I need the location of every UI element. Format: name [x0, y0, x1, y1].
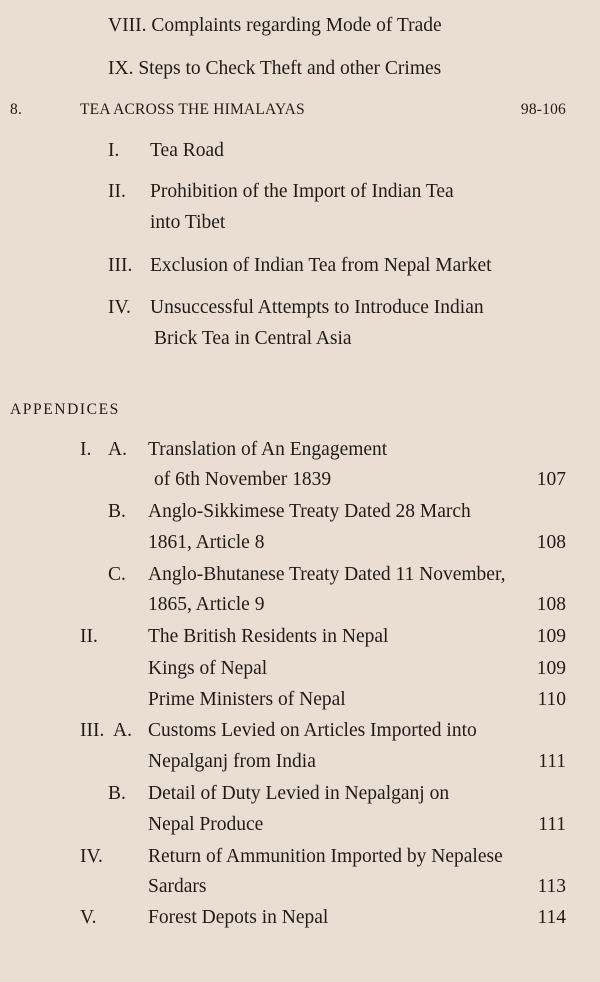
toc-entry-ix	[108, 57, 441, 81]
appendix-line: Nepalganj from India	[148, 751, 316, 772]
appendix-letter: A.	[108, 439, 127, 460]
appendix-line: Customs Levied on Articles Imported into	[148, 720, 477, 741]
appendix-numeral: III.	[80, 720, 105, 741]
appendix-letter: A.	[113, 720, 132, 741]
appendix-line: Prime Ministers of Nepal	[148, 689, 346, 710]
appendix-page: 109	[536, 658, 566, 679]
chapter8-item-line: Tea Road	[150, 140, 224, 161]
appendix-letter: B.	[108, 783, 126, 804]
appendix-numeral: I.	[80, 439, 92, 460]
chapter8-item-line: Prohibition of the Import of Indian Tea	[150, 181, 454, 202]
appendix-line: 1865, Article 9	[148, 594, 265, 615]
appendix-page: 108	[536, 594, 566, 615]
chapter8-item-line: into Tibet	[150, 212, 226, 233]
appendix-page: 109	[536, 626, 566, 647]
chapter8-item-line: Unsuccessful Attempts to Introduce Indian	[150, 297, 484, 318]
appendix-page: 107	[536, 469, 566, 490]
entry-title: Complaints regarding Mode of Trade	[151, 15, 442, 36]
appendix-line: Translation of An Engagement	[148, 439, 388, 460]
appendix-page: 108	[536, 532, 566, 553]
appendix-numeral: IV.	[80, 846, 103, 867]
chapter-number: 8.	[10, 101, 23, 118]
appendix-line: Kings of Nepal	[148, 658, 268, 679]
appendix-line: 1861, Article 8	[148, 532, 265, 553]
entry-numeral: VIII.	[108, 15, 147, 36]
appendix-line: The British Residents in Nepal	[148, 626, 389, 647]
entry-title: Steps to Check Theft and other Crimes	[138, 58, 442, 79]
appendix-line: of 6th November 1839	[154, 469, 332, 490]
appendix-page: 114	[537, 907, 566, 928]
appendix-line: Sardars	[148, 876, 207, 897]
appendix-page: 111	[538, 814, 566, 835]
appendix-line: Anglo-Sikkimese Treaty Dated 28 March	[148, 501, 471, 522]
appendix-line: Nepal Produce	[148, 814, 264, 835]
appendix-numeral: II.	[80, 626, 98, 647]
appendix-line: Forest Depots in Nepal	[148, 907, 329, 928]
chapter8-item-numeral: I.	[108, 140, 120, 161]
chapter8-item-numeral: IV.	[108, 297, 131, 318]
appendix-line: Anglo-Bhutanese Treaty Dated 11 November,	[148, 564, 506, 585]
appendix-line: Return of Ammunition Imported by Nepalese	[148, 846, 503, 867]
appendix-page: 111	[538, 751, 566, 772]
chapter8-item-numeral: II.	[108, 181, 126, 202]
chapter-title: TEA ACROSS THE HIMALAYAS	[80, 101, 305, 118]
chapter8-item-numeral: III.	[108, 255, 133, 276]
appendix-page: 113	[537, 876, 566, 897]
appendices-heading: APPENDICES	[10, 401, 120, 418]
appendix-page: 110	[537, 689, 566, 710]
chapter8-item-line: Exclusion of Indian Tea from Nepal Market	[150, 255, 492, 276]
appendix-letter: B.	[108, 501, 126, 522]
appendix-numeral: V.	[80, 907, 97, 928]
chapter8-item-line: Brick Tea in Central Asia	[154, 328, 352, 349]
appendix-line: Detail of Duty Levied in Nepalganj on	[148, 783, 450, 804]
toc-entry-viii	[108, 14, 442, 38]
chapter-pages: 98-106	[520, 101, 566, 118]
appendix-letter: C.	[108, 564, 126, 585]
entry-numeral: IX.	[108, 58, 134, 79]
